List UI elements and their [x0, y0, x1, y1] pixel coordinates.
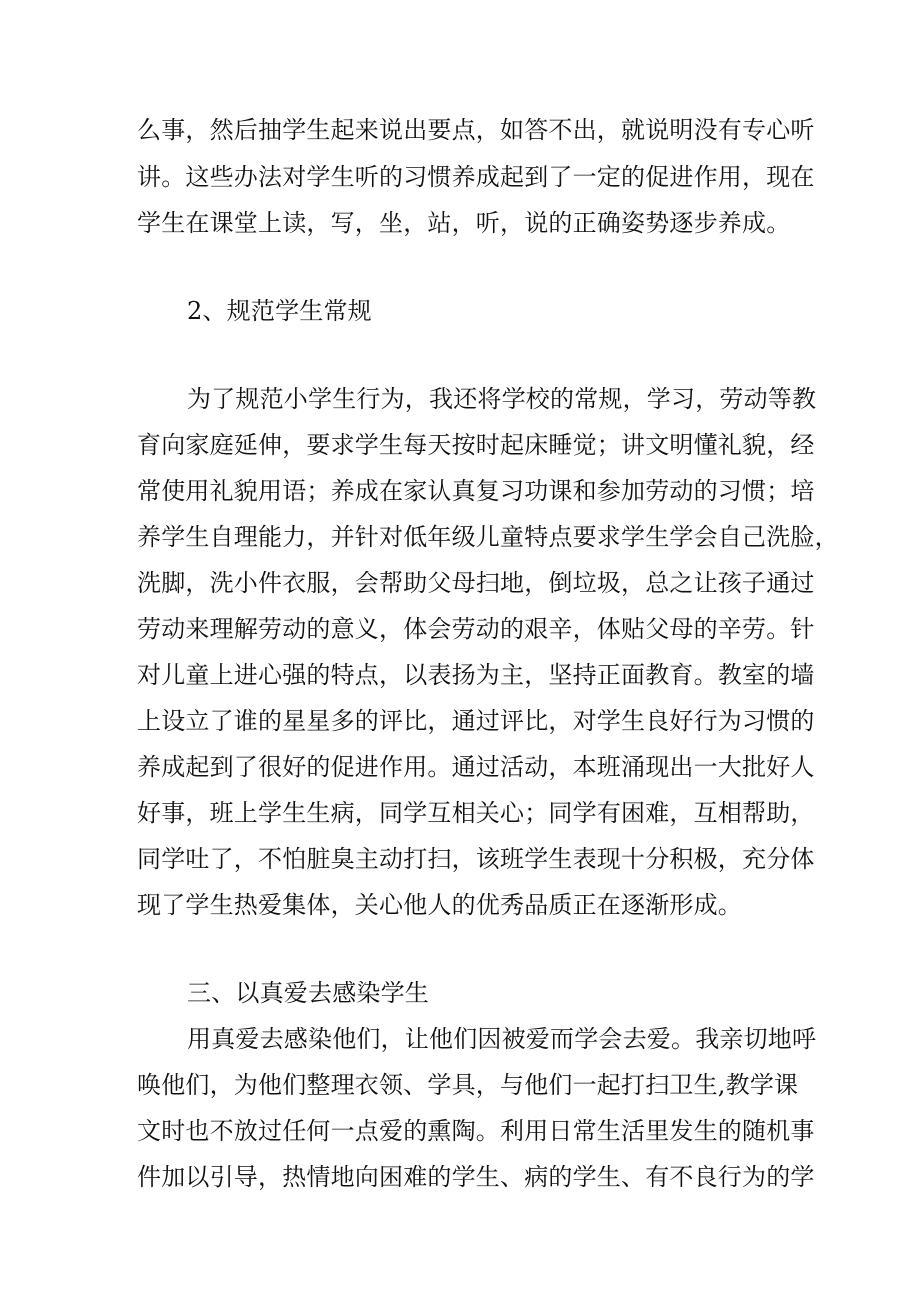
paragraph-2-line-8: 上设立了谁的星星多的评比，通过评比，对学生良好行为习惯的 — [137, 707, 815, 735]
paragraph-2-line-9: 养成起到了很好的促进作用。通过活动，本班涌现出一大批好人 — [137, 753, 815, 781]
paragraph-2-line-10: 好事，班上学生生病，同学互相关心；同学有困难，互相帮助， — [137, 799, 815, 827]
paragraph-2-line-3: 常使用礼貌用语；养成在家认真复习功课和参加劳动的习惯；培 — [137, 477, 815, 505]
paragraph-2-line-12: 现了学生热爱集体，关心他人的优秀品质正在逐渐形成。 — [137, 891, 742, 919]
paragraph-2-line-5: 洗脚，洗小件衣服，会帮助父母扫地，倒垃圾，总之让孩子通过 — [137, 569, 815, 597]
paragraph-2-line-2: 育向家庭延伸，要求学生每天按时起床睡觉；讲文明懂礼貌，经 — [137, 431, 815, 459]
paragraph-3-line-1: 用真爱去感染他们，让他们因被爱而学会去爱。我亲切地呼 — [187, 1025, 817, 1053]
paragraph-3-line-2: 唤他们，为他们整理衣领、学具，与他们一起打扫卫生,教学课 — [137, 1071, 799, 1099]
paragraph-1-line-3: 学生在课堂上读，写，坐，站，听，说的正确姿势逐步养成。 — [137, 209, 791, 237]
paragraph-2-line-4: 养学生自理能力，并针对低年级儿童特点要求学生学会自己洗脸， — [137, 523, 839, 551]
paragraph-1-line-2: 讲。这些办法对学生听的习惯养成起到了一定的促进作用，现在 — [137, 163, 815, 191]
paragraph-3-line-3: 文时也不放过任何一点爱的熏陶。利用日常生活里发生的随机事 — [137, 1117, 815, 1145]
paragraph-2-line-1: 为了规范小学生行为，我还将学校的常规，学习，劳动等教 — [187, 385, 817, 413]
paragraph-1-line-1: 么事，然后抽学生起来说出要点，如答不出，就说明没有专心听 — [137, 116, 815, 144]
paragraph-3-line-4: 件加以引导，热情地向困难的学生、病的学生、有不良行为的学 — [137, 1163, 815, 1191]
paragraph-2-line-6: 劳动来理解劳动的意义，体会劳动的艰辛，体贴父母的辛劳。针 — [137, 615, 815, 643]
section-heading-2: 2、规范学生常规 — [187, 297, 372, 325]
paragraph-2-line-11: 同学吐了，不怕脏臭主动打扫，该班学生表现十分积极，充分体 — [137, 845, 815, 873]
paragraph-2-line-7: 对儿童上进心强的特点，以表扬为主，坚持正面教育。教室的墙 — [137, 661, 815, 689]
section-heading-3: 三、以真爱去感染学生 — [187, 979, 429, 1007]
